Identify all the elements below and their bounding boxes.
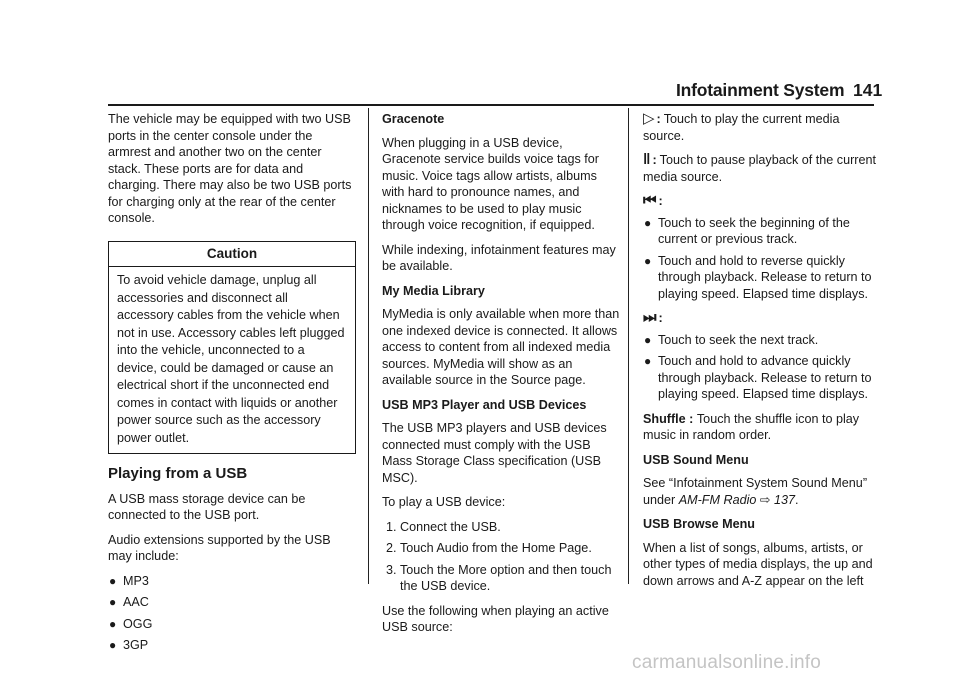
my-media-library-heading: My Media Library <box>382 283 485 298</box>
step-number: 1. <box>386 519 397 534</box>
column-middle <box>382 111 622 644</box>
colon: : <box>658 194 663 208</box>
section-heading: Playing from a USB <box>108 465 248 482</box>
bullet-icon: ● <box>644 253 652 268</box>
format-label: 3GP <box>123 638 149 652</box>
usb-sound-menu-heading: USB Sound Menu <box>643 452 749 467</box>
indexing-paragraph: While indexing, infotainment features may be available. <box>382 242 616 273</box>
period: . <box>794 492 799 507</box>
list-item <box>382 519 622 536</box>
list-item <box>108 594 356 611</box>
colon: : <box>656 112 661 126</box>
list-item <box>108 616 356 633</box>
bullet-icon: ● <box>644 354 652 368</box>
bullet-icon: ● <box>644 215 652 230</box>
gracenote-paragraph: When plugging in a USB device, Gracenote service builds voice tags for music. Voice tags allow artists, albums with hard to pronounce names, and nicknames to be used to play music through voice recognition, if equipped. <box>382 135 599 232</box>
caution-text: To avoid vehicle damage, unplug all accessories and disconnect all accessory cables from the vehicle when not in use. Accessory cables left plugged into the vehicle, unconnected to a device, could be damaged or cause an electrical short if the unconnected end comes in contact with liquids or another power source such as the accessory power outlet. <box>117 273 345 445</box>
browse-menu-paragraph: When a list of songs, albums, artists, or other types of media displays, the up and down arrows and A-Z appear on the left <box>643 540 873 588</box>
play-control <box>643 111 883 144</box>
format-label: AAC <box>123 595 149 609</box>
page-ref-arrow-icon: ⇨ <box>759 492 771 507</box>
audio-extensions-paragraph: Audio extensions supported by the USB may include: <box>108 532 331 563</box>
watermark: carmanualsonline.info <box>632 652 822 673</box>
column-right <box>643 111 883 597</box>
my-media-paragraph: MyMedia is only available when more than one indexed device is connected. It allows access to content from all indexed media sources. MyMedia will show as an available source in the Source page. <box>382 307 620 387</box>
column-divider <box>368 108 369 584</box>
usb-msc-paragraph: The USB MP3 players and USB devices connected must comply with the USB Mass Storage Class specification (USB MSC). <box>382 421 607 485</box>
shuffle-label: Shuffle <box>643 411 686 426</box>
bullet-icon: ● <box>109 638 117 652</box>
usb-ports-paragraph: The vehicle may be equipped with two USB ports in the center console under the armrest and another two on the center stack. These ports are for data and charging. There may also be two USB ports for charging only at the rear of the center console. <box>108 112 352 225</box>
previous-control <box>643 193 883 210</box>
page-reference[interactable]: 137 <box>773 492 795 507</box>
list-item <box>108 637 356 654</box>
column-divider <box>628 108 629 584</box>
shuffle-description: Touch the shuffle icon to play music in random order. <box>643 411 860 442</box>
format-list <box>108 573 356 654</box>
shuffle-paragraph <box>643 411 883 444</box>
list-item <box>382 562 622 595</box>
list-text: Touch to seek the next track. <box>658 332 819 347</box>
format-label: MP3 <box>123 573 149 588</box>
list-text: Touch and hold to advance quickly through playback. Release to return to playing speed. Elapsed time displays. <box>658 354 872 401</box>
column-left <box>108 111 356 662</box>
bullet-icon: ● <box>109 616 117 631</box>
gracenote-heading: Gracenote <box>382 112 445 126</box>
play-description: Touch to play the current media source. <box>643 112 840 143</box>
list-item <box>643 332 883 349</box>
previous-list <box>643 215 883 303</box>
list-text: Touch and hold to reverse quickly through playback. Release to return to playing speed. Elapsed time displays. <box>658 253 872 301</box>
step-text: Touch the More option and then touch the USB device. <box>400 562 612 593</box>
list-item <box>382 540 622 557</box>
list-text: Touch to seek the beginning of the current or previous track. <box>658 215 850 246</box>
sound-menu-text: See “Infotainment System Sound Menu” under <box>643 476 868 507</box>
header-title: Infotainment System <box>676 80 845 100</box>
usb-browse-menu-heading: USB Browse Menu <box>643 517 755 531</box>
pause-control <box>643 152 883 185</box>
step-text: Touch Audio from the Home Page. <box>400 541 592 555</box>
list-item <box>643 253 883 303</box>
format-label: OGG <box>123 616 153 631</box>
caution-box <box>108 241 356 455</box>
pause-icon: ‖ <box>643 151 651 168</box>
sound-menu-paragraph <box>643 475 883 508</box>
step-text: Connect the USB. <box>400 519 501 534</box>
colon: : <box>658 311 663 325</box>
active-source-paragraph: Use the following when playing an active USB source: <box>382 603 609 634</box>
am-fm-radio-link[interactable]: AM-FM Radio <box>678 492 757 507</box>
skip-back-icon: ⏮ <box>643 192 657 209</box>
next-list <box>643 332 883 403</box>
caution-title: Caution <box>109 242 355 268</box>
colon: : <box>685 411 697 426</box>
skip-forward-icon: ⏭ <box>643 309 657 326</box>
step-number: 3. <box>386 562 397 577</box>
list-item <box>643 215 883 248</box>
list-item <box>108 573 356 590</box>
mass-storage-paragraph: A USB mass storage device can be connected to the USB port. <box>108 491 306 522</box>
step-number: 2. <box>386 541 397 555</box>
bullet-icon: ● <box>109 573 117 588</box>
usb-devices-heading: USB MP3 Player and USB Devices <box>382 397 587 412</box>
pause-description: Touch to pause playback of the current media source. <box>643 153 876 184</box>
bullet-icon: ● <box>109 595 117 609</box>
header-rule <box>108 104 874 106</box>
page-header <box>0 0 960 104</box>
page-number: 141 <box>853 80 883 100</box>
list-item <box>643 353 883 403</box>
to-play-paragraph: To play a USB device: <box>382 495 506 509</box>
next-control <box>643 310 883 327</box>
bullet-icon: ● <box>644 332 652 347</box>
play-icon: ▷ <box>643 110 655 127</box>
colon: : <box>652 153 657 167</box>
steps-list <box>382 519 622 595</box>
